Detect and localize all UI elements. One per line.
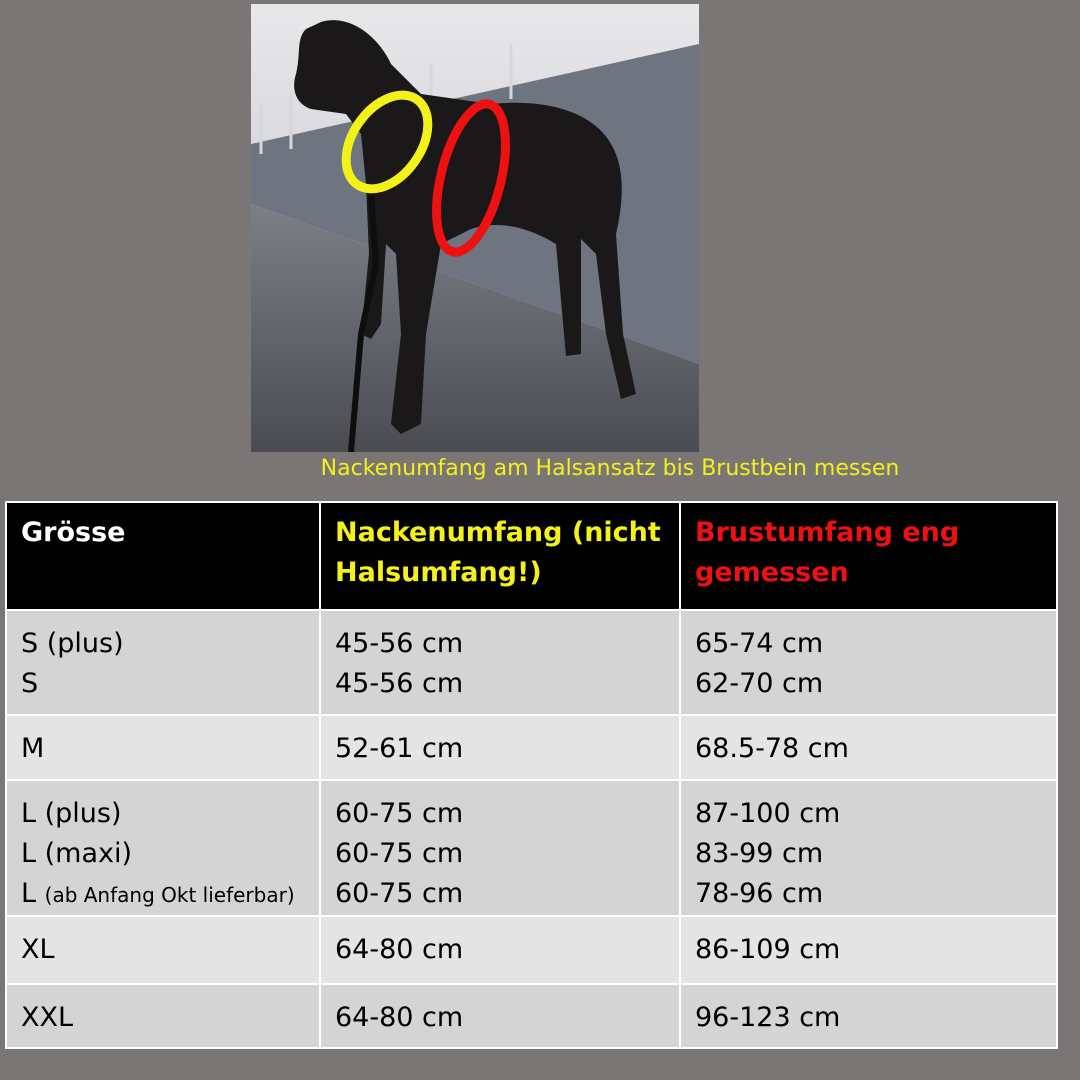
neck-value: 45-56 cm (335, 668, 464, 699)
size-cell (6, 715, 320, 780)
neck-cell (320, 984, 680, 1048)
measure-caption: Nackenumfang am Halsansatz bis Brustbein messen (320, 456, 900, 481)
size-cell (6, 916, 320, 984)
size-cell (6, 984, 320, 1048)
chest-value: 86-109 cm (695, 934, 841, 965)
size-value: L (plus) (21, 798, 122, 829)
chest-value: 78-96 cm (695, 878, 824, 909)
neck-value: 64-80 cm (335, 1002, 464, 1033)
neck-value: 60-75 cm (335, 798, 464, 829)
table-row (6, 916, 1057, 984)
size-value: S (21, 668, 39, 699)
chest-value: 62-70 cm (695, 668, 824, 699)
chest-cell (680, 715, 1057, 780)
chest-value: 65-74 cm (695, 628, 824, 659)
chest-value: 87-100 cm (695, 798, 841, 829)
size-value: XL (21, 934, 55, 965)
neck-value: 52-61 cm (335, 733, 464, 764)
table-row (6, 610, 1057, 715)
neck-value: 60-75 cm (335, 838, 464, 869)
chest-cell (680, 780, 1057, 916)
neck-cell (320, 916, 680, 984)
chest-cell (680, 916, 1057, 984)
size-value: L (21, 878, 37, 909)
size-cell (6, 610, 320, 715)
neck-cell (320, 610, 680, 715)
header-neck: Nackenumfang (nicht Halsumfang!) (320, 502, 680, 610)
table-row (6, 715, 1057, 780)
size-value: M (21, 733, 45, 764)
size-cell (6, 780, 320, 916)
size-table (5, 501, 1058, 1049)
dog-harness-photo (251, 4, 699, 452)
neck-value: 45-56 cm (335, 628, 464, 659)
table-header-row (6, 502, 1057, 610)
size-value: L (maxi) (21, 838, 133, 869)
chest-value: 83-99 cm (695, 838, 824, 869)
header-chest: Brustumfang eng gemessen (680, 502, 1057, 610)
chest-value: 96-123 cm (695, 1002, 841, 1033)
neck-value: 64-80 cm (335, 934, 464, 965)
chest-value: 68.5-78 cm (695, 733, 849, 764)
header-size: Grösse (6, 502, 320, 610)
table-row (6, 780, 1057, 916)
neck-value: 60-75 cm (335, 878, 464, 909)
table-row (6, 984, 1057, 1048)
neck-cell (320, 715, 680, 780)
chest-cell (680, 984, 1057, 1048)
size-value: S (plus) (21, 628, 124, 659)
neck-cell (320, 780, 680, 916)
size-value-with-note (21, 874, 305, 915)
size-note: (ab Anfang Okt lieferbar) (44, 883, 295, 907)
chest-cell (680, 610, 1057, 715)
size-value: XXL (21, 1002, 74, 1033)
